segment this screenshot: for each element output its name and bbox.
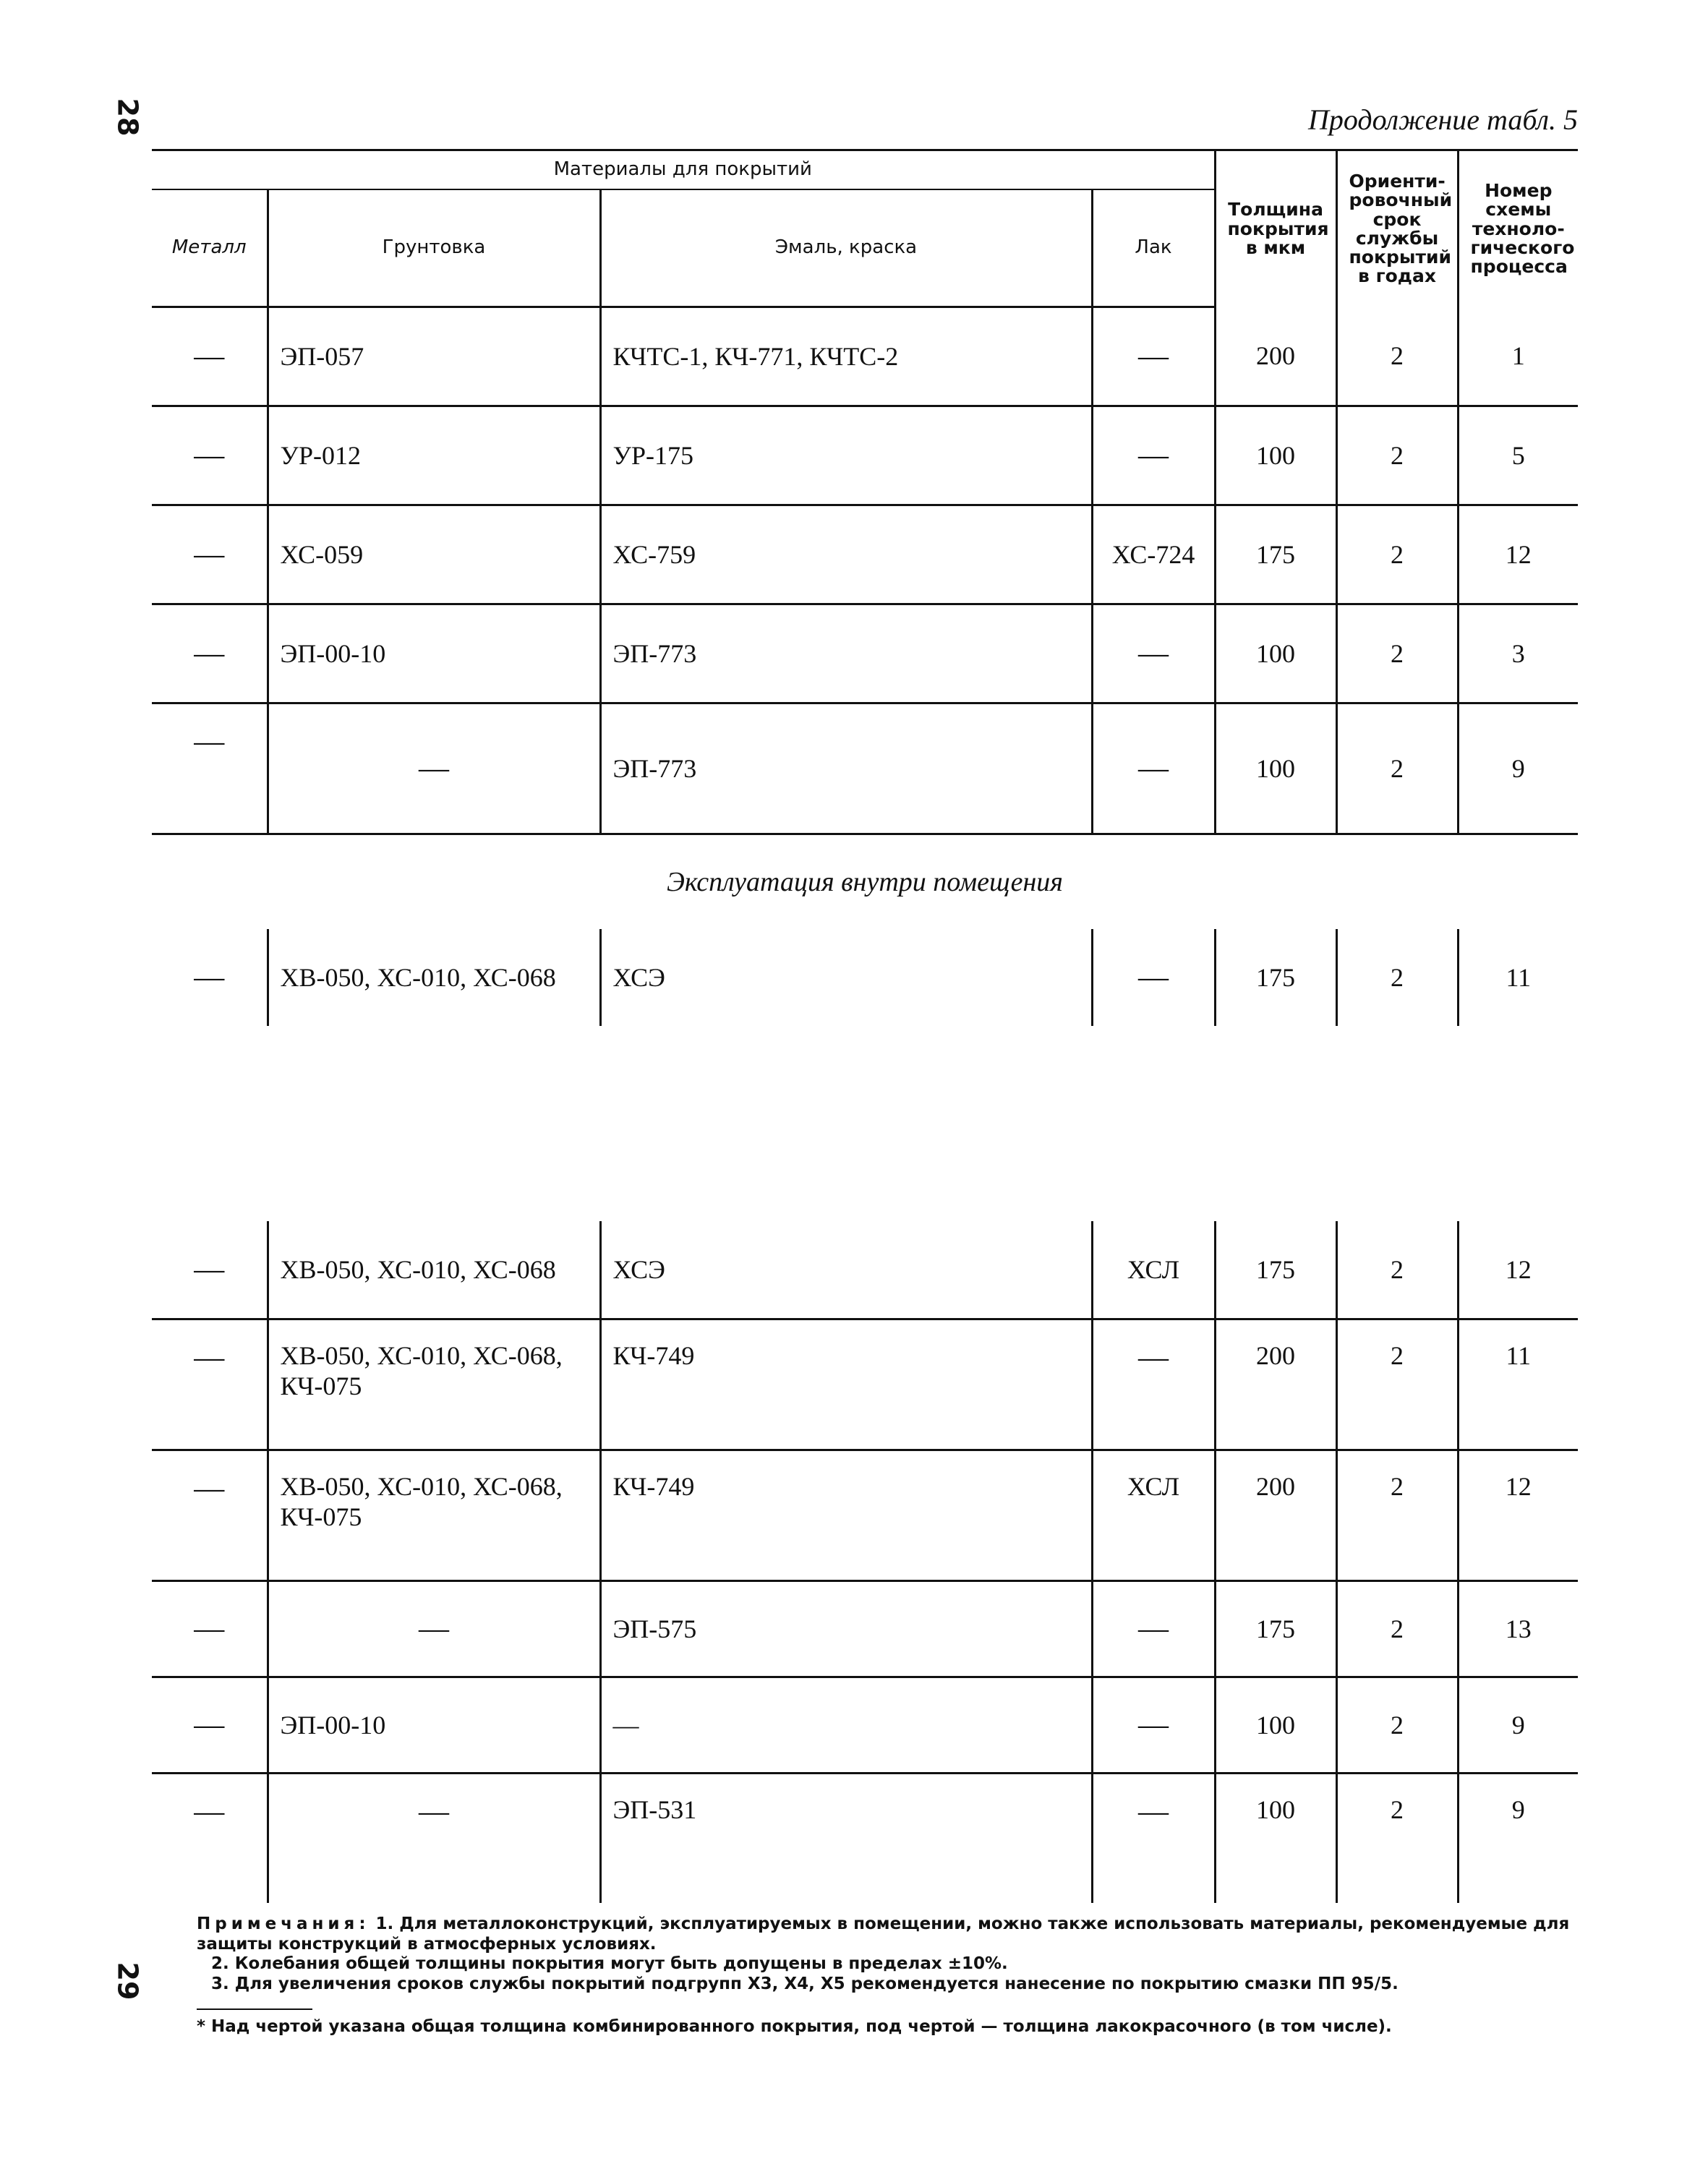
footnote: * Над чертой указана общая толщина комбинированного покрытия, под чертой — толщина лакокрасочного (в том числе).	[197, 2017, 1392, 2036]
header-thickness: Толщина покрытия в мкм	[1215, 150, 1336, 307]
cell-thickness: 100	[1215, 703, 1336, 834]
table-row	[152, 703, 1578, 834]
cell-scheme: 11	[1458, 929, 1578, 1026]
cell-primer: ХВ-050, ХС-010, ХС-068, КЧ-075	[268, 1319, 600, 1450]
table-row	[152, 1319, 1578, 1450]
cell-lacquer: ХСЛ	[1092, 1450, 1215, 1581]
cell-scheme: 9	[1458, 1774, 1578, 1904]
header-metal: Металл	[152, 189, 268, 307]
header-primer: Грунтовка	[268, 189, 600, 307]
cell-scheme: 9	[1458, 1677, 1578, 1774]
cell-primer: ХВ-050, ХС-010, ХС-068	[268, 929, 600, 1026]
cell-enamel: УР-175	[600, 406, 1092, 505]
cell-scheme: 5	[1458, 406, 1578, 505]
cell-scheme: 12	[1458, 505, 1578, 604]
cell-primer: ЭП-00-10	[268, 1677, 600, 1774]
cell-primer: —	[268, 1581, 600, 1677]
cell-thickness: 100	[1215, 1677, 1336, 1774]
cell-thickness: 200	[1215, 1450, 1336, 1581]
cell-thickness: 200	[1215, 1319, 1336, 1450]
cell-thickness: 175	[1215, 1581, 1336, 1677]
cell-thickness: 100	[1215, 406, 1336, 505]
cell-scheme: 11	[1458, 1319, 1578, 1450]
table-row	[152, 505, 1578, 604]
cell-primer: —	[268, 703, 600, 834]
cell-thickness: 200	[1215, 307, 1336, 406]
cell-scheme: 12	[1458, 1450, 1578, 1581]
cell-thickness: 175	[1215, 1221, 1336, 1319]
cell-enamel: ХСЭ	[600, 1221, 1092, 1319]
cell-enamel: КЧ-749	[600, 1450, 1092, 1581]
note-1	[197, 1915, 1578, 1954]
table-row	[152, 1581, 1578, 1677]
cell-metal: —	[152, 703, 268, 834]
cell-enamel: КЧ-749	[600, 1319, 1092, 1450]
table-row	[152, 929, 1578, 1026]
cell-years: 2	[1336, 1774, 1458, 1904]
cell-primer: ЭП-057	[268, 307, 600, 406]
note-1-text: 1. Для металлоконструкций, эксплуатируемых в помещении, можно также использовать материалы, рекомендуемые для защиты конструкций в атмосферных условиях.	[197, 1915, 1570, 1954]
cell-lacquer: —	[1092, 1774, 1215, 1904]
note-2: 2. Колебания общей толщины покрытия могут быть допущены в пределах ±10%.	[211, 1954, 1008, 1974]
cell-metal: —	[152, 1581, 268, 1677]
cell-years: 2	[1336, 1221, 1458, 1319]
cell-thickness: 100	[1215, 604, 1336, 703]
cell-metal: —	[152, 1677, 268, 1774]
cell-enamel: ЭП-575	[600, 1581, 1092, 1677]
cell-lacquer: —	[1092, 703, 1215, 834]
cell-primer: ЭП-00-10	[268, 604, 600, 703]
header-lacquer: Лак	[1092, 189, 1215, 307]
cell-enamel: —	[600, 1677, 1092, 1774]
header-enamel: Эмаль, краска	[600, 189, 1092, 307]
table-row	[152, 1450, 1578, 1581]
cell-metal: —	[152, 604, 268, 703]
cell-thickness: 100	[1215, 1774, 1336, 1904]
footnote-rule	[197, 2008, 312, 2010]
cell-scheme: 1	[1458, 307, 1578, 406]
cell-years: 2	[1336, 307, 1458, 406]
table-row	[152, 1221, 1578, 1319]
cell-years: 2	[1336, 505, 1458, 604]
cell-enamel: КЧТС-1, КЧ-771, КЧТС-2	[600, 307, 1092, 406]
cell-lacquer: ХСЛ	[1092, 1221, 1215, 1319]
cell-thickness: 175	[1215, 505, 1336, 604]
cell-lacquer: —	[1092, 307, 1215, 406]
cell-thickness: 175	[1215, 929, 1336, 1026]
notes-block	[197, 1915, 1578, 1994]
cell-enamel: ЭП-773	[600, 703, 1092, 834]
cell-years: 2	[1336, 703, 1458, 834]
table-gap	[152, 1026, 1578, 1221]
table-row	[152, 604, 1578, 703]
page-number-bottom: 29	[111, 1961, 144, 2001]
cell-metal: —	[152, 505, 268, 604]
cell-primer: —	[268, 1774, 600, 1904]
cell-enamel: ЭП-773	[600, 604, 1092, 703]
page-number-top: 28	[111, 98, 144, 137]
cell-lacquer: ХС-724	[1092, 505, 1215, 604]
cell-scheme: 13	[1458, 1581, 1578, 1677]
cell-years: 2	[1336, 604, 1458, 703]
header-materials-group: Материалы для покрытий	[152, 150, 1215, 190]
table-row	[152, 1774, 1578, 1904]
section-row	[152, 834, 1578, 930]
cell-scheme: 3	[1458, 604, 1578, 703]
cell-years: 2	[1336, 406, 1458, 505]
table-row	[152, 1677, 1578, 1774]
cell-metal: —	[194, 1795, 225, 1828]
cell-lacquer: —	[1092, 406, 1215, 505]
table-row	[152, 307, 1578, 406]
cell-primer: ХС-059	[268, 505, 600, 604]
table-row	[152, 406, 1578, 505]
cell-lacquer: —	[1092, 1319, 1215, 1450]
note-3: 3. Для увеличения сроков службы покрытий подгрупп Х3, Х4, Х5 рекомендуется нанесение по покрытию смазки ПП 95/5.	[211, 1974, 1399, 1993]
cell-primer: ХВ-050, ХС-010, ХС-068, КЧ-075	[268, 1450, 600, 1581]
cell-scheme: 9	[1458, 703, 1578, 834]
cell-years: 2	[1336, 1677, 1458, 1774]
cell-metal: —	[152, 1319, 268, 1450]
cell-years: 2	[1336, 1581, 1458, 1677]
cell-lacquer: —	[1092, 1581, 1215, 1677]
cell-years: 2	[1336, 929, 1458, 1026]
blank-space	[152, 1026, 1578, 1221]
coatings-table	[152, 149, 1578, 1903]
cell-metal: —	[194, 961, 225, 994]
cell-primer: ХВ-050, ХС-010, ХС-068	[268, 1221, 600, 1319]
cell-lacquer: —	[1092, 604, 1215, 703]
cell-metal: —	[152, 1221, 268, 1319]
cell-enamel: ХС-759	[600, 505, 1092, 604]
header-service-life: Ориенти-ровочный срок службы покрытий в годах	[1336, 150, 1458, 307]
section-title: Эксплуатация внутри помещения	[667, 867, 1063, 897]
cell-scheme: 12	[1458, 1221, 1578, 1319]
header-scheme-number: Номер схемы техноло-гического процесса	[1458, 150, 1578, 307]
cell-primer: УР-012	[268, 406, 600, 505]
cell-lacquer: —	[1092, 929, 1215, 1026]
cell-years: 2	[1336, 1450, 1458, 1581]
cell-enamel: ХСЭ	[600, 929, 1092, 1026]
cell-lacquer: —	[1092, 1677, 1215, 1774]
cell-enamel: ЭП-531	[600, 1774, 1092, 1904]
cell-metal: —	[152, 1450, 268, 1581]
cell-metal: —	[152, 307, 268, 406]
notes-label: Примечания:	[197, 1915, 370, 1933]
continuation-caption: Продолжение табл. 5	[1307, 103, 1578, 136]
cell-years: 2	[1336, 1319, 1458, 1450]
cell-metal: —	[152, 406, 268, 505]
